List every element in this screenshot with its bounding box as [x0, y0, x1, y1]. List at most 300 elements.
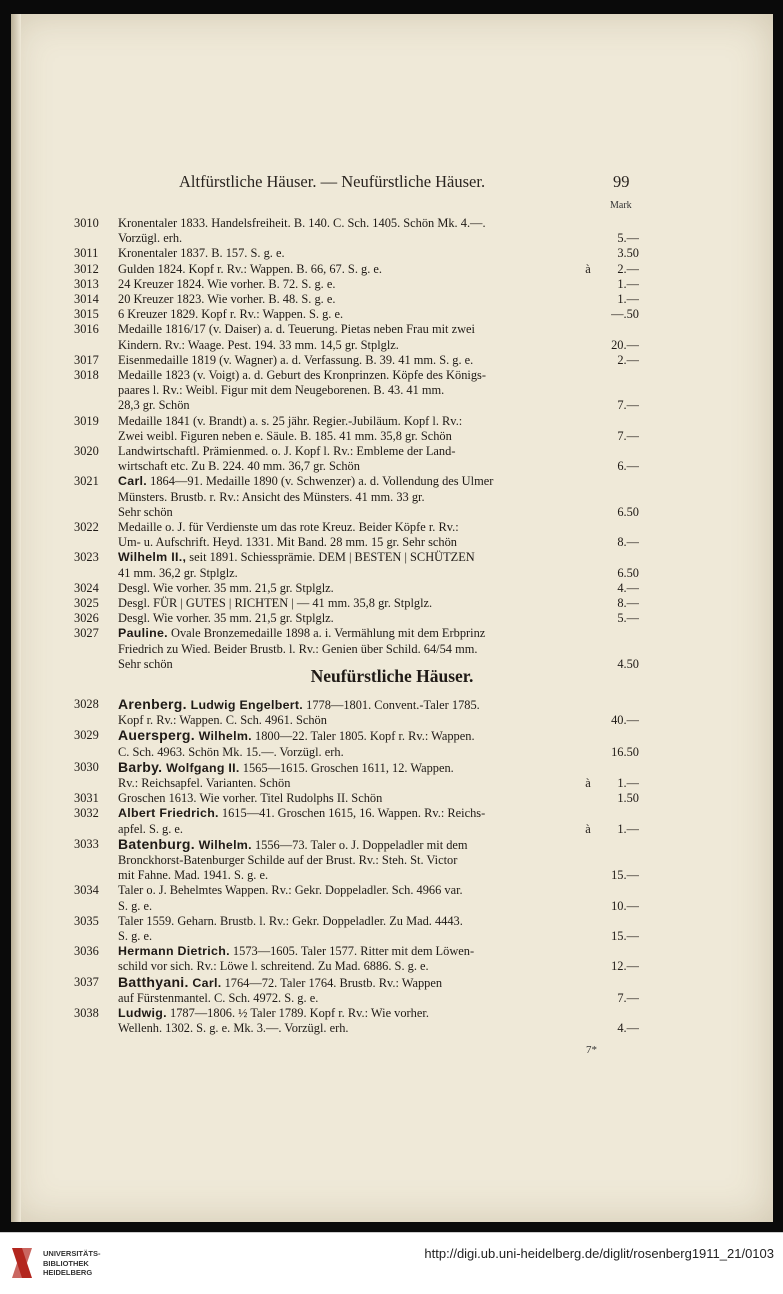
lot-number: 3015: [74, 307, 99, 322]
price: [599, 550, 639, 565]
catalog-entry: [74, 611, 639, 626]
house-name: Arenberg.: [118, 697, 187, 712]
entry-text: Sehr schön: [118, 504, 173, 519]
catalog-entry: [74, 216, 639, 246]
entry-description: [118, 944, 639, 974]
per-piece-marker: [577, 246, 599, 261]
library-logo-text: [43, 1249, 101, 1278]
per-piece-marker: [577, 959, 599, 974]
per-piece-marker: [577, 535, 599, 550]
lot-number: 3011: [74, 246, 99, 261]
entry-description: [118, 246, 639, 261]
entry-line: [118, 581, 639, 596]
price: [599, 414, 639, 429]
entry-line: [118, 307, 639, 322]
entry-line: [118, 791, 639, 806]
entry-description: [118, 444, 639, 474]
entry-line: [118, 697, 639, 713]
entry-description: [118, 550, 639, 580]
lot-number: 3036: [74, 944, 99, 959]
entry-line: [118, 642, 639, 657]
price: 1.—: [617, 776, 639, 791]
entry-line: [118, 837, 639, 853]
entry-line: [118, 728, 639, 744]
lot-number: 3026: [74, 611, 99, 626]
entry-text: Arenberg. Ludwig Engelbert. 1778—1801. Convent.-Taler 1785.: [118, 697, 480, 712]
entry-text: 6 Kreuzer 1829. Kopf r. Rv.: Wappen. S. g. e.: [118, 307, 344, 322]
entry-description: [118, 611, 639, 626]
entry-text: Eisenmedaille 1819 (v. Wagner) a. d. Verfassung. B. 39. 41 mm. S. g. e.: [118, 352, 474, 367]
running-head: Altfürstliche Häuser. — Neufürstliche Häuser.: [179, 172, 486, 191]
entry-text: S. g. e.: [118, 898, 153, 913]
entry-text: Taler 1559. Geharn. Brustb. l. Rv.: Gekr. Doppeladler. Zu Mad. 4443.: [118, 913, 463, 928]
entry-text: Taler o. J. Behelmtes Wappen. Rv.: Gekr. Doppeladler. Sch. 4966 var.: [118, 883, 463, 898]
entry-line: [118, 596, 639, 611]
page-header: [11, 172, 773, 196]
price: [599, 322, 639, 337]
entry-line: [118, 474, 639, 489]
entry-text: mit Fahne. Mad. 1941. S. g. e.: [118, 868, 269, 883]
per-piece-marker: [577, 322, 599, 337]
entry-text: C. Sch. 4963. Schön Mk. 15.—. Vorzügl. erh.: [118, 744, 344, 759]
price: —.50: [611, 307, 639, 322]
price: 5.—: [617, 611, 639, 626]
lot-number: 3014: [74, 292, 99, 307]
entry-line: [118, 991, 639, 1006]
entry-description: [118, 414, 639, 444]
catalog-entry: [74, 914, 639, 944]
entry-list-altfuerstliche: [74, 216, 639, 672]
entry-text: Groschen 1613. Wie vorher. Titel Rudolphs II. Schön: [118, 791, 383, 806]
entry-description: [118, 307, 639, 322]
house-name: Barby.: [118, 759, 163, 775]
ruler-name: Albert Friedrich.: [118, 806, 219, 821]
entry-line: [118, 1021, 639, 1036]
logo-line: HEIDELBERG: [43, 1268, 93, 1277]
per-piece-marker: [577, 307, 599, 322]
entry-line: [118, 231, 639, 246]
entry-text: Medaille 1841 (v. Brandt) a. s. 25 jähr. Regier.-Jubiläum. Kopf l. Rv.:: [118, 413, 463, 428]
entry-description: [118, 760, 639, 791]
entry-text: Bronckhorst-Batenburger Schilde auf der Brust. Rv.: Steh. St. Victor: [118, 853, 458, 868]
entry-text: Rv.: Reichsapfel. Varianten. Schön: [118, 776, 291, 791]
entry-line: [118, 713, 639, 728]
entry-line: [118, 745, 639, 760]
per-piece-marker: [577, 368, 599, 383]
price: 6.50: [617, 504, 639, 519]
entry-text: Albert Friedrich. 1615—41. Groschen 1615, 16. Wappen. Rv.: Reichs-: [118, 806, 486, 821]
entry-description: [118, 353, 639, 368]
lot-number: 3038: [74, 1006, 99, 1021]
catalog-entry: [74, 277, 639, 292]
entry-description: [118, 581, 639, 596]
price: 10.—: [611, 898, 639, 913]
entry-description: [118, 1006, 639, 1036]
price: 6.—: [617, 459, 639, 474]
per-piece-marker: [577, 383, 599, 398]
lot-number: 3021: [74, 474, 99, 489]
price: [599, 1006, 639, 1021]
per-piece-marker: [577, 611, 599, 626]
price: 8.—: [617, 596, 639, 611]
price: 15.—: [611, 868, 639, 883]
lot-number: 3023: [74, 550, 99, 565]
entry-text: Medaille 1816/17 (v. Daiser) a. d. Teuerung. Pietas neben Frau mit zwei: [118, 322, 475, 337]
entry-text: Gulden 1824. Kopf r. Rv.: Wappen. B. 66, 67. S. g. e.: [118, 261, 383, 276]
per-piece-marker: [577, 991, 599, 1006]
per-piece-marker: [577, 277, 599, 292]
entry-text: Carl. 1864—91. Medaille 1890 (v. Schwenzer) a. d. Vollendung des Ulmer: [118, 474, 494, 489]
entry-text: Medaille o. J. für Verdienste um das rote Kreuz. Beider Köpfe r. Rv.:: [118, 520, 459, 535]
price: 40.—: [611, 713, 639, 728]
price: [599, 914, 639, 929]
per-piece-marker: [577, 444, 599, 459]
entry-description: [118, 474, 639, 520]
page-number: 99: [613, 172, 630, 191]
entry-line: [118, 806, 639, 821]
price: 1.—: [617, 276, 639, 291]
price: [599, 806, 639, 821]
entry-line: [118, 322, 639, 337]
entry-text: Um- u. Aufschrift. Heyd. 1331. Mit Band. 28 mm. 15 gr. Sehr schön: [118, 535, 457, 550]
entry-line: [118, 262, 639, 277]
entry-line: [118, 444, 639, 459]
per-piece-marker: [577, 292, 599, 307]
entry-text: S. g. e.: [118, 929, 153, 944]
entry-description: [118, 728, 639, 759]
price: 2.—: [617, 352, 639, 367]
library-logo-icon: [9, 1245, 35, 1281]
catalog-entry: [74, 975, 639, 1006]
catalog-entry: [74, 697, 639, 728]
lot-number: 3022: [74, 520, 99, 535]
per-piece-marker: [577, 883, 599, 898]
entry-text: Wellenh. 1302. S. g. e. Mk. 3.—. Vorzügl. erh.: [118, 1021, 349, 1036]
entry-line: [118, 490, 639, 505]
lot-number: 3013: [74, 276, 99, 291]
entry-line: [118, 459, 639, 474]
entry-line: [118, 853, 639, 868]
price: 15.—: [611, 929, 639, 944]
price: [599, 697, 639, 713]
price: [599, 490, 639, 505]
per-piece-marker: [577, 353, 599, 368]
entry-line: [118, 776, 639, 791]
ruler-name: Hermann Dietrich.: [118, 944, 230, 959]
catalog-entry: [74, 596, 639, 611]
per-piece-marker: [577, 914, 599, 929]
entry-text: Desgl. Wie vorher. 35 mm. 21,5 gr. Stplglz.: [118, 611, 334, 626]
lot-number: 3031: [74, 791, 99, 806]
price: [599, 728, 639, 744]
library-footer: [0, 1232, 783, 1294]
entry-text: apfel. S. g. e.: [118, 821, 184, 836]
price: 3.50: [617, 246, 639, 261]
per-piece-marker: [577, 216, 599, 231]
entry-line: [118, 338, 639, 353]
per-piece-marker: [577, 745, 599, 760]
entry-text: Ludwig. 1787—1806. ½ Taler 1789. Kopf r. Rv.: Wie vorher.: [118, 1006, 429, 1021]
price: [599, 216, 639, 231]
entry-description: [118, 322, 639, 352]
per-piece-marker: [577, 1006, 599, 1021]
lot-number: 3034: [74, 883, 99, 898]
per-piece-marker: [577, 231, 599, 246]
section-title: Neufürstliche Häuser.: [310, 666, 474, 686]
entry-description: [118, 697, 639, 728]
per-piece-marker: [577, 713, 599, 728]
catalog-entry: [74, 262, 639, 277]
per-piece-marker: [577, 760, 599, 776]
ruler-name: Wilhelm II.,: [118, 550, 187, 565]
per-piece-marker: [577, 550, 599, 565]
entry-text: 24 Kreuzer 1824. Wie vorher. B. 72. S. g. e.: [118, 276, 336, 291]
entry-text: auf Fürstenmantel. C. Sch. 4972. S. g. e.: [118, 990, 319, 1005]
entry-line: [118, 368, 639, 383]
entry-line: [118, 1006, 639, 1021]
per-piece-marker: [577, 1021, 599, 1036]
house-name: Batenburg.: [118, 836, 195, 852]
price: 4.—: [617, 1021, 639, 1036]
entry-line: [118, 822, 639, 837]
per-piece-marker: [577, 520, 599, 535]
lot-number: 3029: [74, 728, 99, 743]
price: 5.—: [617, 231, 639, 246]
per-piece-marker: [577, 853, 599, 868]
price: 8.—: [617, 535, 639, 550]
entry-line: [118, 429, 639, 444]
ruler-name: Wilhelm.: [194, 837, 252, 852]
catalog-entry: [74, 728, 639, 759]
entry-text: Kopf r. Rv.: Wappen. C. Sch. 4961. Schön: [118, 713, 327, 728]
price: 4.50: [617, 656, 639, 671]
price: [599, 760, 639, 776]
price: [599, 853, 639, 868]
price: 2.—: [617, 261, 639, 276]
entry-line: [118, 246, 639, 261]
entry-text: 41 mm. 36,2 gr. Stplglz.: [118, 565, 238, 580]
price: 7.—: [617, 398, 639, 413]
entry-text: wirtschaft etc. Zu B. 224. 40 mm. 36,7 gr. Schön: [118, 459, 360, 474]
price: 6.50: [617, 565, 639, 580]
per-piece-marker: [577, 868, 599, 883]
lot-number: 3032: [74, 806, 99, 821]
catalog-entry: [74, 837, 639, 884]
per-piece-marker: [577, 596, 599, 611]
entry-line: [118, 883, 639, 898]
entry-text: Kindern. Rv.: Waage. Pest. 194. 33 mm. 14,5 gr. Stplglz.: [118, 337, 399, 352]
lot-number: 3016: [74, 322, 99, 337]
per-piece-marker: à: [585, 821, 591, 836]
per-piece-marker: [577, 806, 599, 821]
catalog-entry: [74, 414, 639, 444]
entry-description: [118, 883, 639, 913]
entry-text: Barby. Wolfgang II. 1565—1615. Groschen 1611, 12. Wappen.: [118, 759, 454, 775]
catalog-entry: [74, 368, 639, 414]
entry-text: Pauline. Ovale Bronzemedaille 1898 a. i. Vermählung mit dem Erbprinz: [118, 626, 486, 641]
per-piece-marker: [577, 338, 599, 353]
entry-text: Batenburg. Wilhelm. 1556—73. Taler o. J. Doppeladler mit dem: [118, 836, 468, 852]
catalog-entry: [74, 520, 639, 550]
lot-number: 3037: [74, 974, 99, 989]
entry-text: schild vor sich. Rv.: Löwe l. schreitend. Zu Mad. 6886. S. g. e.: [118, 959, 429, 974]
entry-line: [118, 868, 639, 883]
catalog-entry: [74, 791, 639, 806]
entry-text: Sehr schön: [118, 656, 173, 671]
per-piece-marker: [577, 791, 599, 806]
per-piece-marker: [577, 459, 599, 474]
entry-description: [118, 975, 639, 1006]
per-piece-marker: [577, 837, 599, 853]
entry-text: Desgl. FÜR | GUTES | RICHTEN | — 41 mm. 35,8 gr. Stplglz.: [118, 596, 433, 611]
entry-line: [118, 277, 639, 292]
entry-line: [118, 959, 639, 974]
lot-number: 3020: [74, 444, 99, 459]
entry-list-neufuerstliche: [74, 697, 639, 1036]
entry-description: [118, 806, 639, 836]
price: 20.—: [611, 337, 639, 352]
price: 12.—: [611, 959, 639, 974]
per-piece-marker: [577, 929, 599, 944]
entry-line: [118, 216, 639, 231]
catalog-entry: [74, 246, 639, 261]
catalog-entry: [74, 474, 639, 520]
catalog-entry: [74, 307, 639, 322]
house-name: Batthyani.: [118, 974, 189, 990]
entry-line: [118, 535, 639, 550]
entry-description: [118, 596, 639, 611]
price: 1.—: [617, 821, 639, 836]
logo-line: BIBLIOTHEK: [43, 1258, 89, 1268]
lot-number: 3019: [74, 413, 99, 428]
price: [599, 368, 639, 383]
entry-text: Landwirtschaftl. Prämienmed. o. J. Kopf l. Rv.: Embleme der Land-: [118, 444, 456, 459]
per-piece-marker: [577, 728, 599, 744]
price: 7.—: [617, 428, 639, 443]
price: [599, 642, 639, 657]
entry-line: [118, 398, 639, 413]
per-piece-marker: [577, 697, 599, 713]
currency-column-label: Mark: [610, 200, 632, 211]
entry-text: Zwei weibl. Figuren neben e. Säule. B. 185. 41 mm. 35,8 gr. Schön: [118, 428, 452, 443]
catalog-entry: [74, 322, 639, 352]
per-piece-marker: [577, 975, 599, 991]
entry-line: [118, 505, 639, 520]
per-piece-marker: [577, 505, 599, 520]
price: [599, 520, 639, 535]
price: 1.50: [617, 791, 639, 806]
lot-number: 3027: [74, 626, 99, 641]
entry-text: Medaille 1823 (v. Voigt) a. d. Geburt des Kronprinzen. Köpfe des Königs-: [118, 368, 486, 383]
ruler-name: Ludwig.: [118, 1006, 167, 1021]
price: [599, 474, 639, 489]
entry-line: [118, 383, 639, 398]
entry-line: [118, 929, 639, 944]
lot-number: 3017: [74, 352, 99, 367]
entry-text: 28,3 gr. Schön: [118, 398, 190, 413]
catalog-entry: [74, 883, 639, 913]
catalog-entry: [74, 581, 639, 596]
entry-text: paares l. Rv.: Weibl. Figur mit dem Neugeborenen. B. 43. 41 mm.: [118, 383, 445, 398]
entry-description: [118, 216, 639, 246]
entry-text: Wilhelm II., seit 1891. Schiessprämie. DEM | BESTEN | SCHÜTZEN: [118, 550, 475, 565]
entry-line: [118, 611, 639, 626]
entry-text: Kronentaler 1833. Handelsfreiheit. B. 140. C. Sch. 1405. Schön Mk. 4.—.: [118, 216, 486, 230]
price: [599, 444, 639, 459]
entry-line: [118, 944, 639, 959]
entry-line: [118, 975, 639, 991]
per-piece-marker: [577, 490, 599, 505]
entry-description: [118, 262, 639, 277]
per-piece-marker: [577, 429, 599, 444]
entry-line: [118, 566, 639, 581]
entry-line: [118, 520, 639, 535]
per-piece-marker: [577, 566, 599, 581]
entry-line: [118, 626, 639, 641]
per-piece-marker: à: [585, 261, 591, 276]
entry-text: Desgl. Wie vorher. 35 mm. 21,5 gr. Stplglz.: [118, 580, 334, 595]
catalog-entry: [74, 1006, 639, 1036]
entry-text: Hermann Dietrich. 1573—1605. Taler 1577. Ritter mit dem Löwen-: [118, 944, 475, 959]
lot-number: 3025: [74, 596, 99, 611]
entry-text: Auersperg. Wilhelm. 1800—22. Taler 1805. Kopf r. Rv.: Wappen.: [118, 728, 475, 744]
lot-number: 3010: [74, 216, 99, 230]
per-piece-marker: [577, 899, 599, 914]
catalog-entry: [74, 944, 639, 974]
entry-text: Vorzügl. erh.: [118, 231, 183, 246]
permalink-url[interactable]: http://digi.ub.uni-heidelberg.de/diglit/rosenberg1911_21/0103: [424, 1246, 774, 1261]
price: 7.—: [617, 990, 639, 1005]
entry-description: [118, 368, 639, 414]
per-piece-marker: à: [585, 776, 591, 791]
ruler-name: Pauline.: [118, 626, 168, 641]
price: [599, 944, 639, 959]
per-piece-marker: [577, 398, 599, 413]
entry-description: [118, 837, 639, 884]
scanned-page: [11, 14, 773, 1222]
catalog-entry: [74, 760, 639, 791]
entry-line: [118, 760, 639, 776]
lot-number: 3024: [74, 580, 99, 595]
price: 4.—: [617, 580, 639, 595]
entry-description: [118, 520, 639, 550]
entry-line: [118, 550, 639, 565]
lot-number: 3033: [74, 836, 99, 851]
ruler-name: Wilhelm.: [194, 729, 252, 744]
ruler-name: Carl.: [118, 474, 148, 489]
ruler-name: Ludwig Engelbert.: [186, 698, 304, 712]
per-piece-marker: [577, 414, 599, 429]
price: [599, 975, 639, 991]
catalog-entry: [74, 292, 639, 307]
entry-line: [118, 914, 639, 929]
entry-description: [118, 292, 639, 307]
entry-line: [118, 899, 639, 914]
per-piece-marker: [577, 474, 599, 489]
per-piece-marker: [577, 642, 599, 657]
entry-description: [118, 914, 639, 944]
price: [599, 837, 639, 853]
entry-text: 20 Kreuzer 1823. Wie vorher. B. 48. S. g. e.: [118, 292, 336, 307]
ruler-name: Wolfgang II.: [162, 760, 240, 775]
entry-line: [118, 414, 639, 429]
entry-line: [118, 353, 639, 368]
entry-line: [118, 292, 639, 307]
price: 1.—: [617, 292, 639, 307]
entry-text: Kronentaler 1837. B. 157. S. g. e.: [118, 246, 285, 261]
lot-number: 3035: [74, 913, 99, 928]
catalog-entry: [74, 353, 639, 368]
